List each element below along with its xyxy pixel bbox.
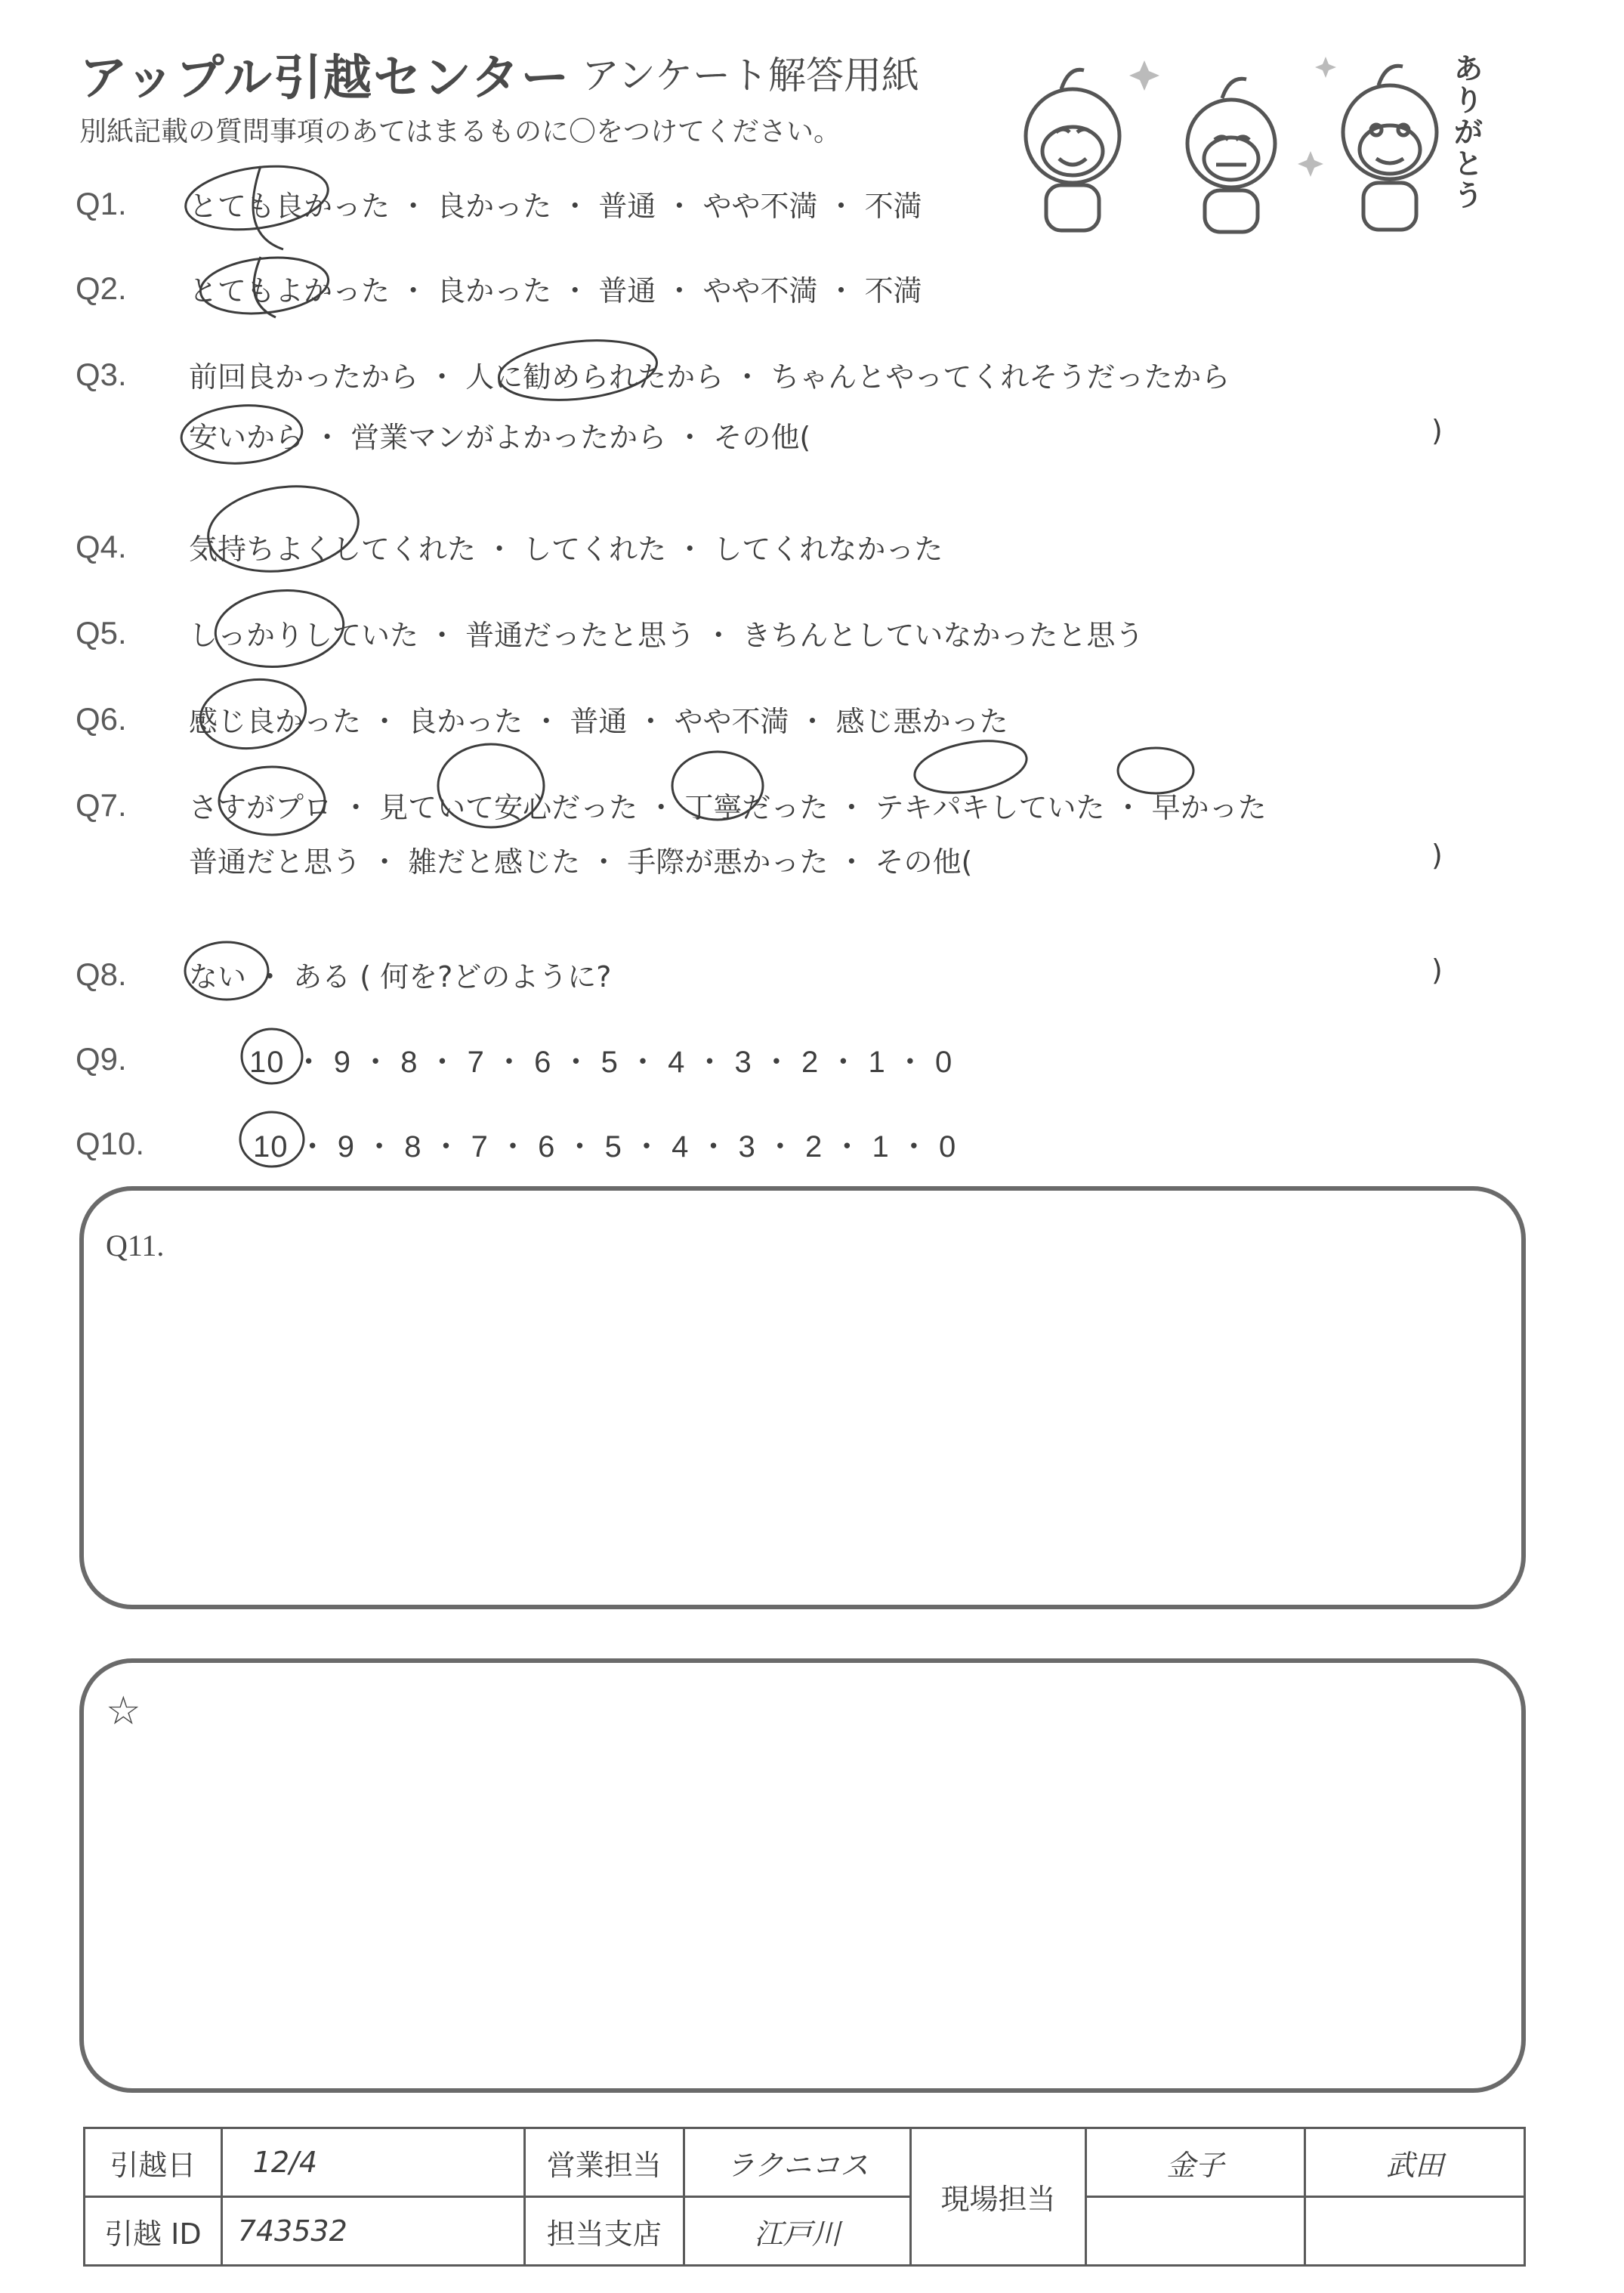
q8-options[interactable]: ない ・ ある ( 何を?どのように?: [189, 960, 612, 994]
move-date-value[interactable]: 12/4: [221, 2128, 524, 2197]
q3-options-line2[interactable]: 安いから ・ 営業マンがよかったから ・ その他(: [189, 421, 811, 454]
q4-circle-mark: [202, 477, 363, 581]
form-title: アンケート解答用紙: [582, 54, 919, 97]
q2-options[interactable]: とてもよかった ・ 良かった ・ 普通 ・ やや不満 ・ 不満: [189, 274, 922, 307]
q4-options[interactable]: 気持ちよくしてくれた ・ してくれた ・ してくれなかった: [189, 533, 943, 566]
q7-circle-mark-2: [438, 744, 544, 827]
q7-circle-mark-4: [911, 733, 1031, 800]
q9-label: Q9.: [76, 1041, 127, 1077]
sales-value[interactable]: ラクニコス: [684, 2128, 911, 2197]
q2-check-mark: [254, 257, 276, 317]
q10-circle-mark: [240, 1112, 304, 1167]
q3-options-line1[interactable]: 前回良かったから ・ 人に勧められたから ・ ちゃんとやってくれそうだったから: [189, 360, 1230, 394]
move-id-label: 引越 ID: [85, 2197, 222, 2266]
q7-label: Q7.: [76, 787, 127, 823]
q6-options[interactable]: 感じ良かった ・ 良かった ・ 普通 ・ やや不満 ・ 感じ悪かった: [189, 705, 1008, 738]
site-staff-empty-1[interactable]: [1085, 2197, 1305, 2266]
q6-circle-mark: [196, 673, 310, 756]
branch-value[interactable]: 江戸川: [684, 2197, 911, 2266]
q7-options-line2[interactable]: 普通だと思う ・ 雑だと感じた ・ 手際が悪かった ・ その他(: [189, 845, 973, 879]
star-icon: ☆: [106, 1690, 141, 1733]
branch-label: 担当支店: [524, 2197, 684, 2266]
q3-circle-mark-2: [180, 402, 304, 468]
q8-close-paren: ): [1431, 953, 1443, 987]
footer-table: [83, 2127, 1526, 2267]
q3-close-paren: ): [1431, 414, 1443, 447]
q10-scale[interactable]: 10 ・ 9 ・ 8 ・ 7 ・ 6 ・ 5 ・ 4 ・ 3 ・ 2 ・ 1 ・ 0: [253, 1130, 957, 1163]
q7-options-line1[interactable]: さすがプロ ・ 見ていて安心だった ・ 丁寧だった ・ テキパキしていた ・ 早かった: [189, 791, 1267, 824]
q2-label: Q2.: [76, 270, 127, 306]
site-staff-1[interactable]: 金子: [1085, 2128, 1305, 2197]
q5-label: Q5.: [76, 615, 127, 651]
instruction-text: 別紙記載の質問事項のあてはまるものに〇をつけてください。: [79, 116, 841, 147]
q4-label: Q4.: [76, 529, 127, 564]
site-staff-2[interactable]: 武田: [1305, 2128, 1525, 2197]
q1-label: Q1.: [76, 186, 127, 221]
q7-close-paren: ): [1431, 839, 1443, 872]
q3-label: Q3.: [76, 357, 127, 392]
q6-label: Q6.: [76, 701, 127, 737]
q8-circle-mark: [185, 942, 268, 1000]
q9-scale[interactable]: 10 ・ 9 ・ 8 ・ 7 ・ 6 ・ 5 ・ 4 ・ 3 ・ 2 ・ 1 ・ 0: [249, 1046, 953, 1079]
star-comment-box[interactable]: [79, 1658, 1526, 2093]
move-date-label: 引越日: [85, 2128, 222, 2197]
q7-circle-mark-3: [672, 752, 763, 820]
company-title: アップル引越センター: [79, 51, 571, 107]
q1-options[interactable]: とても良かった ・ 良かった ・ 普通 ・ やや不満 ・ 不満: [189, 190, 922, 223]
q3-circle-mark-1: [496, 333, 660, 407]
q7-circle-mark-1: [219, 767, 325, 835]
q11-label: Q11.: [106, 1228, 165, 1262]
q1-check-mark: [253, 166, 283, 249]
q11-comment-box[interactable]: [79, 1186, 1526, 1609]
q5-options[interactable]: しっかりしていた ・ 普通だったと思う ・ きちんとしていなかったと思う: [189, 619, 1144, 652]
site-staff-label: 現場担当: [911, 2128, 1085, 2266]
site-staff-empty-2[interactable]: [1305, 2197, 1525, 2266]
q10-label: Q10.: [76, 1126, 145, 1161]
q9-circle-mark: [242, 1029, 302, 1083]
move-id-value[interactable]: 743532: [221, 2197, 524, 2266]
q5-circle-mark: [211, 584, 347, 672]
sales-label: 営業担当: [524, 2128, 684, 2197]
q8-label: Q8.: [76, 956, 127, 992]
thanks-caption: ありがとう: [1454, 52, 1484, 212]
q7-circle-mark-5: [1118, 748, 1193, 793]
